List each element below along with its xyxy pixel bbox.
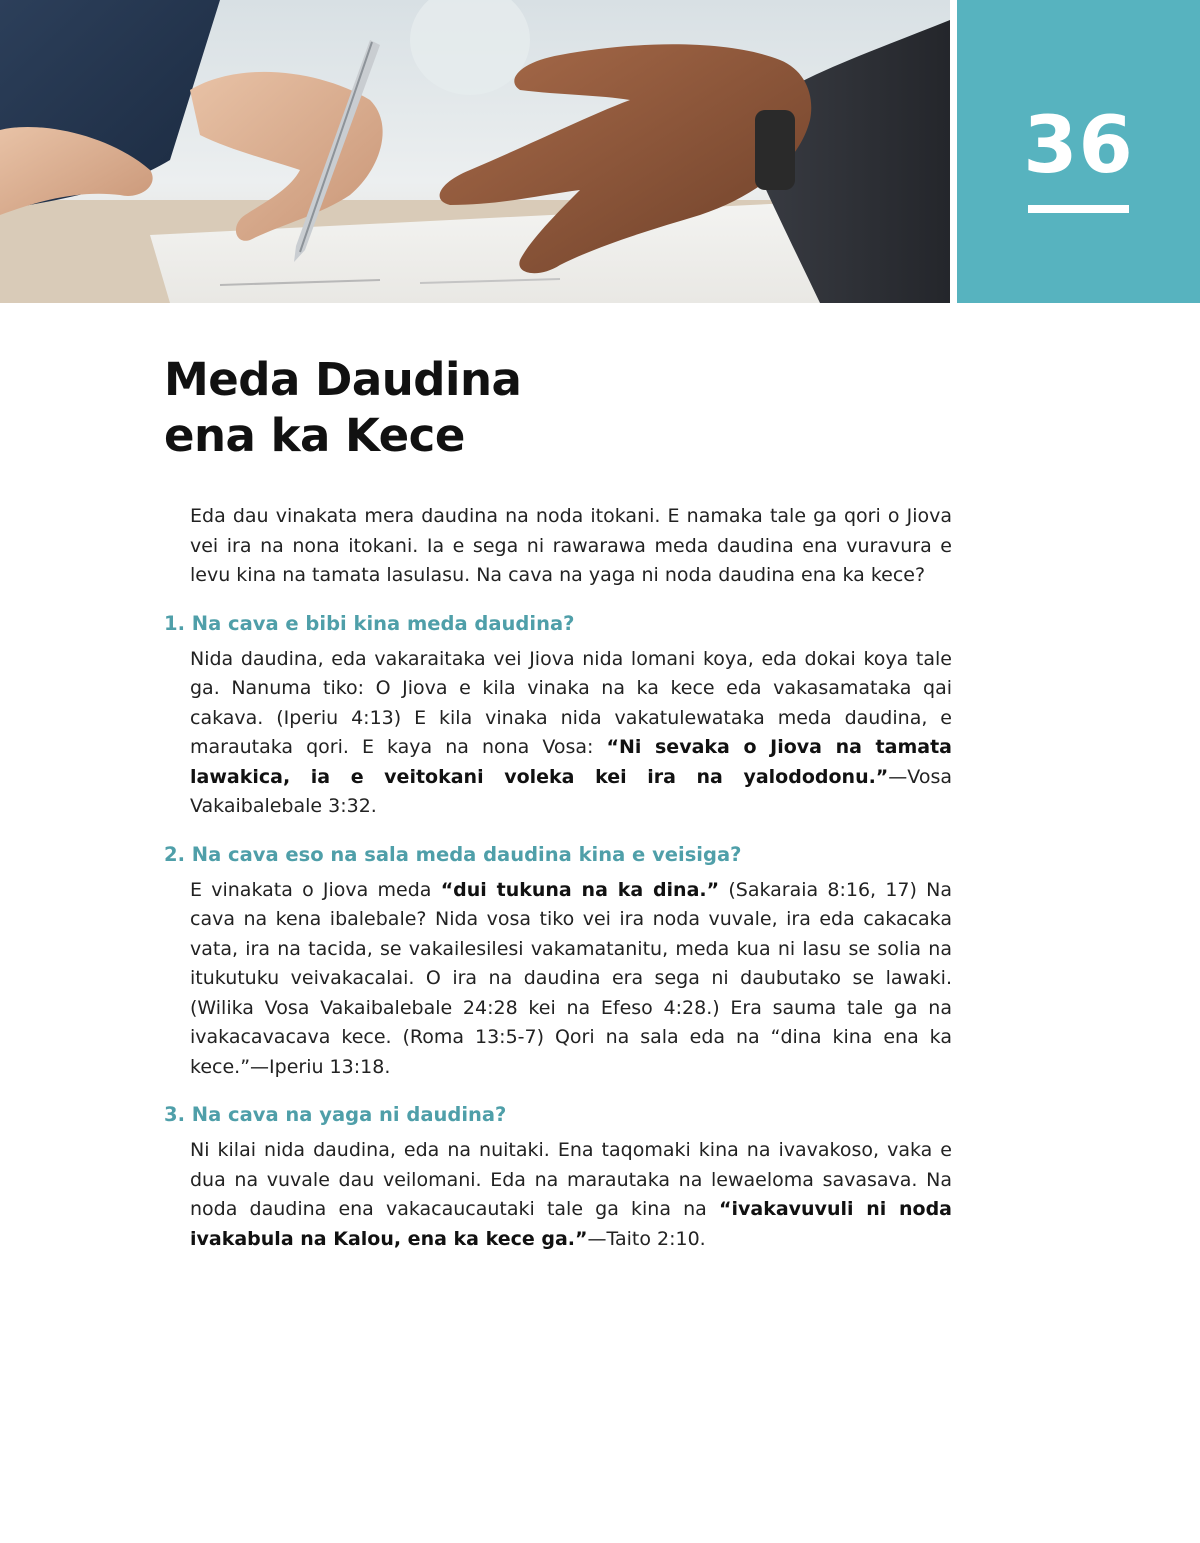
hero-image bbox=[0, 0, 950, 303]
section-1-text: Nida daudina, eda vakaraitaka vei Jiova nida lomani koya, eda dokai koya tale ga. Nanuma tiko: O Jiova e kila vinaka na ka kece eda vakasamataka qai cakava. (Iperiu 4:13) E kila vinaka nida vakatulewataka meda daudina, e marautaka qori. E kaya na nona Vosa: bbox=[190, 647, 952, 758]
section-3-paragraph bbox=[190, 1136, 952, 1254]
section-1-reference: —Vosa Vakaibalebale 3:32. bbox=[190, 765, 952, 817]
section-2-paragraph bbox=[190, 876, 952, 1083]
section-3-text: Ni kilai nida daudina, eda na nuitaki. Ena taqomaki kina na ivavakoso, vaka e dua na vuvale dau veilomani. Eda na marautaka na lewaeloma savasava. Na noda daudina ena vakacaucautaki tale ga kina na bbox=[190, 1139, 952, 1220]
section-2-question: 2. Na cava eso na sala meda daudina kina e veisiga? bbox=[164, 842, 742, 866]
intro-paragraph: Eda dau vinakata mera daudina na noda itokani. E namaka tale ga qori o Jiova vei ira na nona itokani. Ia e sega ni rawarawa meda daudina ena vuravura e levu kina na tamata lasulasu. Na cava na yaga ni noda daudina ena ka kece? bbox=[190, 505, 952, 586]
section-1-paragraph bbox=[190, 645, 952, 822]
section-1-question: 1. Na cava e bibi kina meda daudina? bbox=[164, 611, 575, 635]
lesson-title-line-2: ena ka Kece bbox=[164, 409, 465, 462]
section-2 bbox=[164, 842, 952, 1083]
lesson-number-underline bbox=[1028, 205, 1129, 213]
section-1 bbox=[164, 611, 952, 822]
handshake-contract-photo bbox=[0, 0, 950, 303]
section-2-bold-quote: “dui tukuna na ka dina.” bbox=[440, 878, 720, 901]
section-3-question: 3. Na cava na yaga ni daudina? bbox=[164, 1103, 507, 1126]
section-2-text-continued: (Sakaraia 8:16, 17) Na cava na kena ibalebale? Nida vosa tiko vei ira noda vuvale, ira eda cakacaka vata, ira na tacida, se vakailesilesi vakamatanitu, meda kua ni lasu se solia na itukutuku veivakacalai. O ira na daudina era sega ni daubutako se lawaki. (Wilika Vosa Vakaibalebale 24:28 kei na Efeso 4:28.) Era sauma tale ga na ivakacavacava kece. (Roma 13:5-7) Qori na sala eda na “dina kina ena ka kece.”—Iperiu 13:18. bbox=[190, 878, 952, 1078]
lesson-title-line-1: Meda Daudina bbox=[164, 353, 522, 406]
lesson-content bbox=[164, 502, 952, 1254]
section-1-bold-quote: “Ni sevaka o Jiova na tamata lawakica, ia e veitokani voleka kei ira na yalododonu.” bbox=[190, 736, 952, 788]
lesson-title bbox=[164, 352, 864, 464]
lesson-number: 36 bbox=[1023, 101, 1134, 191]
section-3-bold-quote: “ivakavuvuli ni noda ivakabula na Kalou, ena ka kece ga.” bbox=[190, 1198, 952, 1250]
lesson-number-box bbox=[957, 0, 1200, 303]
section-2-text: E vinakata o Jiova meda bbox=[190, 878, 441, 901]
section-3-reference: —Taito 2:10. bbox=[587, 1227, 706, 1250]
section-3 bbox=[164, 1102, 952, 1254]
